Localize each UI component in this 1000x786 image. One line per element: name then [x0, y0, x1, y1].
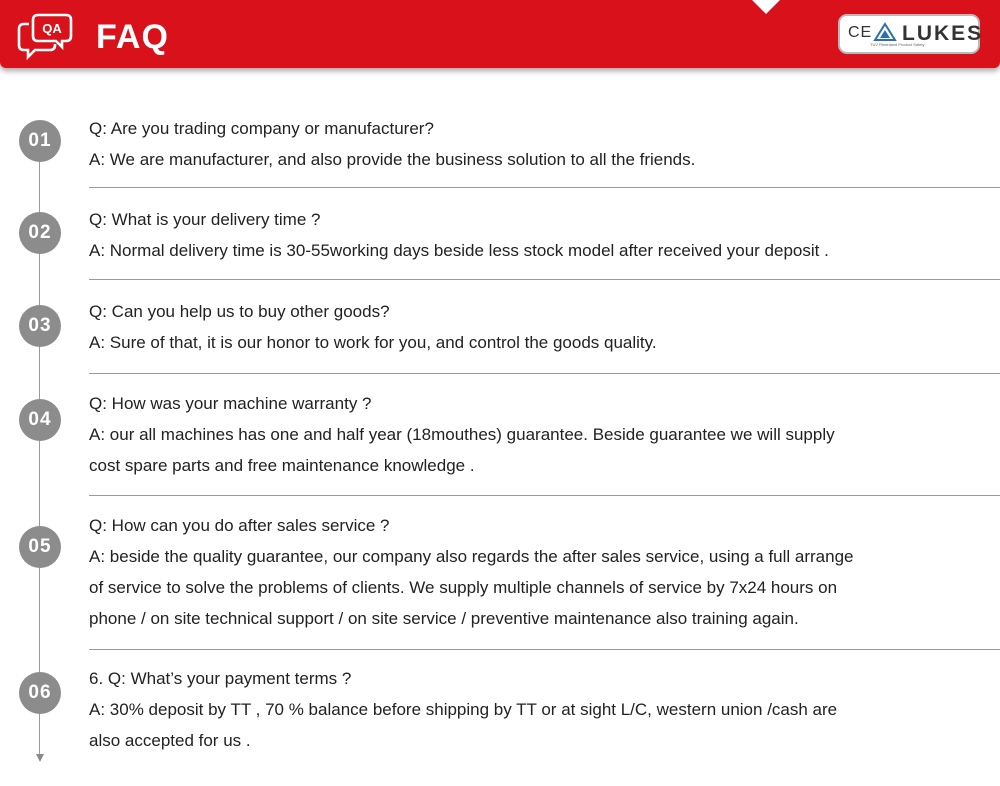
- faq-answer: A: We are manufacturer, and also provide the business solution to all the friends.: [89, 150, 696, 169]
- divider: [89, 373, 1000, 374]
- triangle-logo-icon: [872, 22, 898, 44]
- banner-notch: [752, 0, 780, 14]
- timeline-arrow-icon: [36, 754, 44, 762]
- brand-logo: [838, 14, 984, 54]
- faq-answer: cost spare parts and free maintenance knowledge .: [89, 456, 475, 475]
- faq-answer: A: beside the quality guarantee, our company also regards the after sales service, using a full arrange: [89, 547, 854, 566]
- header-banner: [0, 0, 1000, 68]
- faq-question: Q: Can you help us to buy other goods?: [89, 302, 390, 321]
- faq-answer: A: 30% deposit by TT , 70 % balance before shipping by TT or at sight L/C, western union /cash are: [89, 700, 838, 719]
- brand-name: LUKES: [902, 22, 984, 45]
- faq-answer: phone / on site technical support / on site service / preventive maintenance also training again.: [89, 609, 799, 628]
- qa-icon-label: QA: [42, 21, 62, 36]
- page-title: FAQ: [96, 18, 169, 56]
- faq-number-badge: 02: [19, 212, 61, 254]
- faq-answer: A: Sure of that, it is our honor to work for you, and control the goods quality.: [89, 333, 657, 352]
- faq-question: Q: How was your machine warranty ?: [89, 394, 372, 413]
- faq-question: Q: Are you trading company or manufacturer?: [89, 119, 434, 138]
- faq-item: [89, 204, 989, 266]
- ce-mark: CE: [848, 24, 873, 41]
- divider: [89, 649, 1000, 650]
- faq-question: 6. Q: What’s your payment terms ?: [89, 669, 352, 688]
- faq-answer: of service to solve the problems of clients. We supply multiple channels of service by 7x24 hours on: [89, 578, 838, 597]
- faq-number-badge: 03: [19, 305, 61, 347]
- faq-number-badge: 01: [19, 120, 61, 162]
- faq-item: [89, 510, 989, 634]
- divider: [89, 495, 1000, 496]
- faq-number-badge: 04: [19, 399, 61, 441]
- faq-item: [89, 663, 989, 756]
- faq-question: Q: What is your delivery time ?: [89, 210, 321, 229]
- divider: [89, 187, 1000, 188]
- faq-item: [89, 296, 989, 358]
- divider: [89, 279, 1000, 280]
- faq-number-badge: 06: [19, 672, 61, 714]
- faq-answer: also accepted for us .: [89, 731, 251, 750]
- faq-number-badge: 05: [19, 526, 61, 568]
- logo-subtitle: TUV Rheinland Product Safety: [870, 42, 925, 47]
- faq-item: [89, 113, 989, 175]
- faq-question: Q: How can you do after sales service ?: [89, 516, 390, 535]
- qa-chat-icon: [16, 12, 74, 60]
- faq-answer: A: Normal delivery time is 30-55working days beside less stock model after received your deposit .: [89, 241, 829, 260]
- faq-item: [89, 388, 989, 481]
- faq-answer: A: our all machines has one and half year (18mouthes) guarantee. Beside guarantee we will supply: [89, 425, 835, 444]
